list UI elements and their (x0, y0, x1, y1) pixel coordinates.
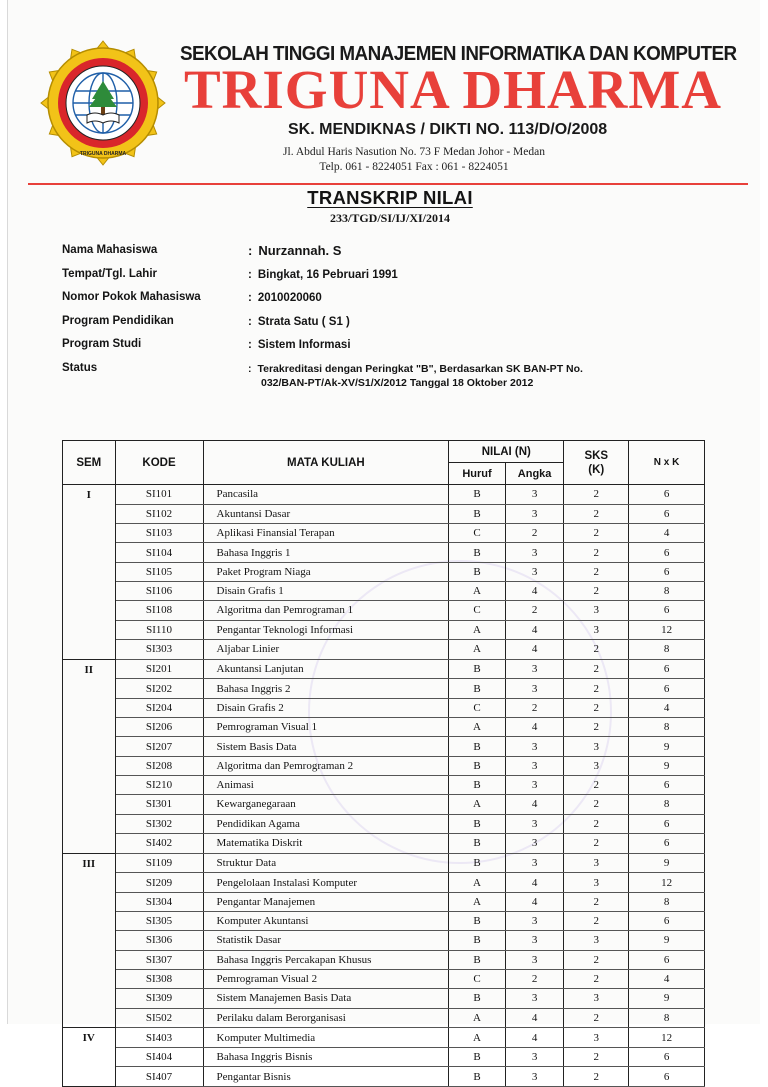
credits: 2 (564, 524, 629, 543)
grade-points: 6 (629, 1048, 705, 1067)
course-code: SI306 (115, 931, 203, 950)
grade-points: 12 (629, 620, 705, 639)
course-code: SI101 (115, 485, 203, 505)
table-row (63, 1028, 705, 1048)
info-row-status (62, 361, 742, 389)
student-status: : Terakreditasi dengan Peringkat "B", Berdasarkan SK BAN-PT No. 032/BAN-PT/Ak-XV/S1/X/2012 Tanggal 18 Oktober 2012 (248, 362, 583, 389)
table-row (63, 524, 705, 543)
semester-cell (63, 873, 116, 892)
course-code: SI201 (115, 659, 203, 679)
credits: 2 (564, 485, 629, 505)
course-name: Akuntansi Dasar (203, 504, 449, 523)
credits: 2 (564, 775, 629, 794)
grade-number: 4 (505, 620, 564, 639)
table-row (63, 892, 705, 911)
header-sem: SEM (63, 441, 116, 485)
grade-number: 2 (505, 524, 564, 543)
grade-points: 6 (629, 950, 705, 969)
grade-letter: B (449, 659, 506, 679)
semester-cell (63, 718, 116, 737)
semester-cell (63, 775, 116, 794)
grade-letter: C (449, 969, 506, 988)
grade-letter: B (449, 504, 506, 523)
institution-address (8, 145, 760, 175)
info-row-name (62, 244, 742, 268)
grade-number: 4 (505, 1008, 564, 1028)
header-angka: Angka (505, 463, 564, 485)
grade-points: 8 (629, 581, 705, 600)
credits: 2 (564, 504, 629, 523)
course-code: SI210 (115, 775, 203, 794)
grade-number: 4 (505, 639, 564, 659)
course-code: SI308 (115, 969, 203, 988)
semester-cell (63, 581, 116, 600)
grade-points: 9 (629, 989, 705, 1008)
grade-points: 8 (629, 1008, 705, 1028)
table-row (63, 737, 705, 756)
credits: 2 (564, 814, 629, 833)
course-code: SI110 (115, 620, 203, 639)
credits: 2 (564, 659, 629, 679)
grade-letter: B (449, 1067, 506, 1087)
course-code: SI102 (115, 504, 203, 523)
grade-number: 3 (505, 814, 564, 833)
semester-cell (63, 892, 116, 911)
grade-letter: B (449, 543, 506, 562)
grade-points: 6 (629, 833, 705, 853)
course-name: Bahasa Inggris Bisnis (203, 1048, 449, 1067)
header-mata-kuliah: MATA KULIAH (203, 441, 449, 485)
decree-number: SK. MENDIKNAS / DIKTI NO. 113/D/O/2008 (288, 121, 608, 138)
grades-body (63, 485, 705, 1087)
credits: 2 (564, 1048, 629, 1067)
table-row (63, 543, 705, 562)
grade-letter: B (449, 912, 506, 931)
info-label: Nama Mahasiswa (62, 244, 158, 256)
institution-name: TRIGUNA DHARMA (184, 59, 723, 120)
grade-points: 6 (629, 504, 705, 523)
grade-points: 4 (629, 969, 705, 988)
credits: 3 (564, 931, 629, 950)
course-code: SI407 (115, 1067, 203, 1087)
semester-cell (63, 1067, 116, 1087)
grade-letter: B (449, 737, 506, 756)
semester-cell (63, 504, 116, 523)
info-label: Nomor Pokok Mahasiswa (62, 291, 201, 303)
table-row (63, 679, 705, 698)
grade-number: 4 (505, 795, 564, 814)
course-name: Pemrograman Visual 1 (203, 718, 449, 737)
course-code: SI303 (115, 639, 203, 659)
table-row (63, 1067, 705, 1087)
table-row (63, 581, 705, 600)
semester-cell (63, 833, 116, 853)
table-row (63, 931, 705, 950)
grade-letter: B (449, 562, 506, 581)
grade-points: 9 (629, 756, 705, 775)
grade-number: 4 (505, 718, 564, 737)
grade-points: 8 (629, 639, 705, 659)
table-row (63, 775, 705, 794)
semester-cell: III (63, 853, 116, 873)
course-code: SI207 (115, 737, 203, 756)
document-title: TRANSKRIP NILAI (307, 187, 473, 208)
table-row (63, 795, 705, 814)
course-code: SI403 (115, 1028, 203, 1048)
course-code: SI402 (115, 833, 203, 853)
table-row (63, 485, 705, 505)
grade-number: 3 (505, 679, 564, 698)
semester-cell (63, 679, 116, 698)
info-label: Status (62, 361, 98, 374)
grades-table (62, 440, 705, 1087)
grade-points: 6 (629, 1067, 705, 1087)
info-label: Tempat/Tgl. Lahir (62, 267, 157, 280)
grade-number: 3 (505, 950, 564, 969)
semester-cell (63, 737, 116, 756)
semester-cell (63, 756, 116, 775)
course-name: Akuntansi Lanjutan (203, 659, 449, 679)
semester-cell (63, 543, 116, 562)
grade-points: 12 (629, 873, 705, 892)
grade-points: 9 (629, 737, 705, 756)
credits: 3 (564, 737, 629, 756)
course-name: Paket Program Niaga (203, 562, 449, 581)
course-name: Bahasa Inggris 1 (203, 543, 449, 562)
course-name: Komputer Akuntansi (203, 912, 449, 931)
grade-letter: A (449, 620, 506, 639)
grade-letter: A (449, 639, 506, 659)
table-row (63, 756, 705, 775)
grade-letter: A (449, 581, 506, 600)
course-name: Matematika Diskrit (203, 833, 449, 853)
info-row-birth (62, 268, 742, 292)
semester-cell (63, 912, 116, 931)
course-code: SI302 (115, 814, 203, 833)
semester-cell (63, 969, 116, 988)
grade-number: 4 (505, 581, 564, 600)
course-code: SI206 (115, 718, 203, 737)
table-row (63, 620, 705, 639)
course-name: Struktur Data (203, 853, 449, 873)
course-code: SI502 (115, 1008, 203, 1028)
semester-cell (63, 795, 116, 814)
course-code: SI304 (115, 892, 203, 911)
grade-letter: B (449, 775, 506, 794)
grade-number: 3 (505, 833, 564, 853)
credits: 2 (564, 581, 629, 600)
course-code: SI104 (115, 543, 203, 562)
document-number: 233/TGD/SI/IJ/XI/2014 (329, 211, 451, 225)
table-row (63, 989, 705, 1008)
grade-points: 4 (629, 698, 705, 717)
semester-cell (63, 698, 116, 717)
course-code: SI305 (115, 912, 203, 931)
table-row (63, 873, 705, 892)
grade-points: 6 (629, 814, 705, 833)
table-row (63, 853, 705, 873)
course-name: Aljabar Linier (203, 639, 449, 659)
grade-letter: C (449, 698, 506, 717)
grade-points: 6 (629, 601, 705, 620)
grade-number: 3 (505, 1067, 564, 1087)
table-row (63, 718, 705, 737)
grade-number: 3 (505, 485, 564, 505)
grade-points: 6 (629, 543, 705, 562)
grade-number: 3 (505, 989, 564, 1008)
credits: 3 (564, 1028, 629, 1048)
grade-letter: B (449, 989, 506, 1008)
credits: 2 (564, 543, 629, 562)
grade-points: 6 (629, 775, 705, 794)
course-name: Pancasila (203, 485, 449, 505)
course-name: Pengantar Bisnis (203, 1067, 449, 1087)
grade-number: 2 (505, 698, 564, 717)
table-row (63, 601, 705, 620)
table-row (63, 912, 705, 931)
course-code: SI103 (115, 524, 203, 543)
header-kode: KODE (115, 441, 203, 485)
credits: 2 (564, 679, 629, 698)
credits: 2 (564, 1008, 629, 1028)
semester-cell (63, 989, 116, 1008)
semester-cell (63, 1048, 116, 1067)
credits: 2 (564, 562, 629, 581)
grade-number: 3 (505, 1048, 564, 1067)
course-code: SI202 (115, 679, 203, 698)
transcript-page (8, 0, 760, 1083)
course-code: SI106 (115, 581, 203, 600)
course-name: Pemrograman Visual 2 (203, 969, 449, 988)
course-name: Algoritma dan Pemrograman 1 (203, 601, 449, 620)
course-name: Pengelolaan Instalasi Komputer (203, 873, 449, 892)
semester-cell (63, 950, 116, 969)
table-row (63, 639, 705, 659)
grade-points: 6 (629, 679, 705, 698)
semester-cell: II (63, 659, 116, 679)
grade-points: 6 (629, 659, 705, 679)
grade-letter: B (449, 756, 506, 775)
address-line: Jl. Abdul Haris Nasution No. 73 F Medan Johor - Medan (283, 146, 545, 158)
info-label: Program Studi (62, 338, 142, 350)
grade-number: 4 (505, 1028, 564, 1048)
table-row (63, 1008, 705, 1028)
course-name: Disain Grafis 2 (203, 698, 449, 717)
grade-points: 8 (629, 795, 705, 814)
course-name: Animasi (203, 775, 449, 794)
course-name: Pengantar Teknologi Informasi (203, 620, 449, 639)
semester-cell (63, 562, 116, 581)
table-row (63, 504, 705, 523)
grade-number: 2 (505, 969, 564, 988)
grade-number: 4 (505, 873, 564, 892)
student-npm: : 2010020060 (248, 292, 322, 304)
semester-cell (63, 639, 116, 659)
grade-letter: B (449, 679, 506, 698)
grade-points: 8 (629, 718, 705, 737)
semester-cell (63, 814, 116, 833)
grade-number: 3 (505, 562, 564, 581)
grade-number: 3 (505, 931, 564, 950)
header-huruf: Huruf (449, 463, 506, 485)
table-row (63, 833, 705, 853)
grade-points: 9 (629, 853, 705, 873)
credits: 2 (564, 1067, 629, 1087)
student-birth: : Bingkat, 16 Pebruari 1991 (248, 268, 398, 281)
header-divider (28, 183, 748, 185)
credits: 2 (564, 718, 629, 737)
course-code: SI204 (115, 698, 203, 717)
svg-text:TRIGUNA DHARMA: TRIGUNA DHARMA (79, 151, 127, 157)
course-code: SI307 (115, 950, 203, 969)
course-name: Sistem Manajemen Basis Data (203, 989, 449, 1008)
semester-cell (63, 524, 116, 543)
credits: 3 (564, 620, 629, 639)
credits: 2 (564, 912, 629, 931)
grade-letter: B (449, 485, 506, 505)
course-name: Aplikasi Finansial Terapan (203, 524, 449, 543)
table-row (63, 950, 705, 969)
grade-number: 3 (505, 912, 564, 931)
grade-number: 3 (505, 853, 564, 873)
course-name: Perilaku dalam Berorganisasi (203, 1008, 449, 1028)
course-name: Pengantar Manajemen (203, 892, 449, 911)
grade-letter: A (449, 873, 506, 892)
course-code: SI309 (115, 989, 203, 1008)
semester-cell: IV (63, 1028, 116, 1048)
grade-points: 8 (629, 892, 705, 911)
credits: 3 (564, 601, 629, 620)
course-code: SI208 (115, 756, 203, 775)
grade-number: 4 (505, 892, 564, 911)
grade-number: 3 (505, 737, 564, 756)
header-sks: SKS (K) (564, 441, 629, 485)
course-name: Bahasa Inggris 2 (203, 679, 449, 698)
credits: 3 (564, 873, 629, 892)
grade-letter: B (449, 931, 506, 950)
course-name: Pendidikan Agama (203, 814, 449, 833)
grade-number: 3 (505, 775, 564, 794)
course-name: Disain Grafis 1 (203, 581, 449, 600)
table-row (63, 969, 705, 988)
table-row (63, 698, 705, 717)
institution-line: SEKOLAH TINGGI MANAJEMEN INFORMATIKA DAN KOMPUTER (180, 42, 737, 65)
grade-letter: A (449, 1028, 506, 1048)
course-name: Sistem Basis Data (203, 737, 449, 756)
credits: 2 (564, 795, 629, 814)
grade-points: 6 (629, 485, 705, 505)
grade-number: 3 (505, 659, 564, 679)
grade-number: 2 (505, 601, 564, 620)
course-code: SI404 (115, 1048, 203, 1067)
course-name: Algoritma dan Pemrograman 2 (203, 756, 449, 775)
table-row (63, 562, 705, 581)
semester-cell (63, 931, 116, 950)
semester-cell (63, 620, 116, 639)
table-row (63, 814, 705, 833)
grade-letter: B (449, 814, 506, 833)
credits: 2 (564, 950, 629, 969)
grade-letter: C (449, 601, 506, 620)
grade-letter: C (449, 524, 506, 543)
info-label: Program Pendidikan (62, 314, 174, 327)
grade-letter: A (449, 718, 506, 737)
semester-cell: I (63, 485, 116, 505)
grade-number: 3 (505, 543, 564, 562)
course-code: SI301 (115, 795, 203, 814)
credits: 2 (564, 833, 629, 853)
grade-points: 6 (629, 912, 705, 931)
student-info (62, 243, 742, 389)
grade-number: 3 (505, 756, 564, 775)
grade-letter: B (449, 950, 506, 969)
phone-line: Telp. 061 - 8224051 Fax : 061 - 8224051 (319, 161, 509, 173)
credits: 2 (564, 698, 629, 717)
credits: 3 (564, 989, 629, 1008)
semester-cell (63, 601, 116, 620)
course-code: SI109 (115, 853, 203, 873)
course-name: Komputer Multimedia (203, 1028, 449, 1048)
credits: 2 (564, 892, 629, 911)
grade-points: 12 (629, 1028, 705, 1048)
course-code: SI108 (115, 601, 203, 620)
course-name: Kewarganegaraan (203, 795, 449, 814)
credits: 2 (564, 969, 629, 988)
grade-points: 4 (629, 524, 705, 543)
grade-letter: B (449, 833, 506, 853)
course-name: Bahasa Inggris Percakapan Khusus (203, 950, 449, 969)
info-row-study (62, 338, 742, 362)
grade-letter: A (449, 1008, 506, 1028)
course-code: SI209 (115, 873, 203, 892)
student-study: : Sistem Informasi (248, 339, 351, 351)
header-nxk: N x K (629, 441, 705, 485)
info-row-npm (62, 291, 742, 315)
student-program: : Strata Satu ( S1 ) (248, 315, 350, 328)
credits: 2 (564, 639, 629, 659)
table-row (63, 659, 705, 679)
grade-points: 6 (629, 562, 705, 581)
credits: 3 (564, 756, 629, 775)
grade-letter: B (449, 853, 506, 873)
credits: 3 (564, 853, 629, 873)
table-row (63, 1048, 705, 1067)
grade-number: 3 (505, 504, 564, 523)
course-code: SI105 (115, 562, 203, 581)
grade-points: 9 (629, 931, 705, 950)
grade-letter: A (449, 892, 506, 911)
student-name: : Nurzannah. S (248, 243, 342, 258)
header-nilai: NILAI (N) (449, 441, 564, 463)
grade-letter: A (449, 795, 506, 814)
grade-letter: B (449, 1048, 506, 1067)
info-row-program (62, 315, 742, 339)
course-name: Statistik Dasar (203, 931, 449, 950)
semester-cell (63, 1008, 116, 1028)
